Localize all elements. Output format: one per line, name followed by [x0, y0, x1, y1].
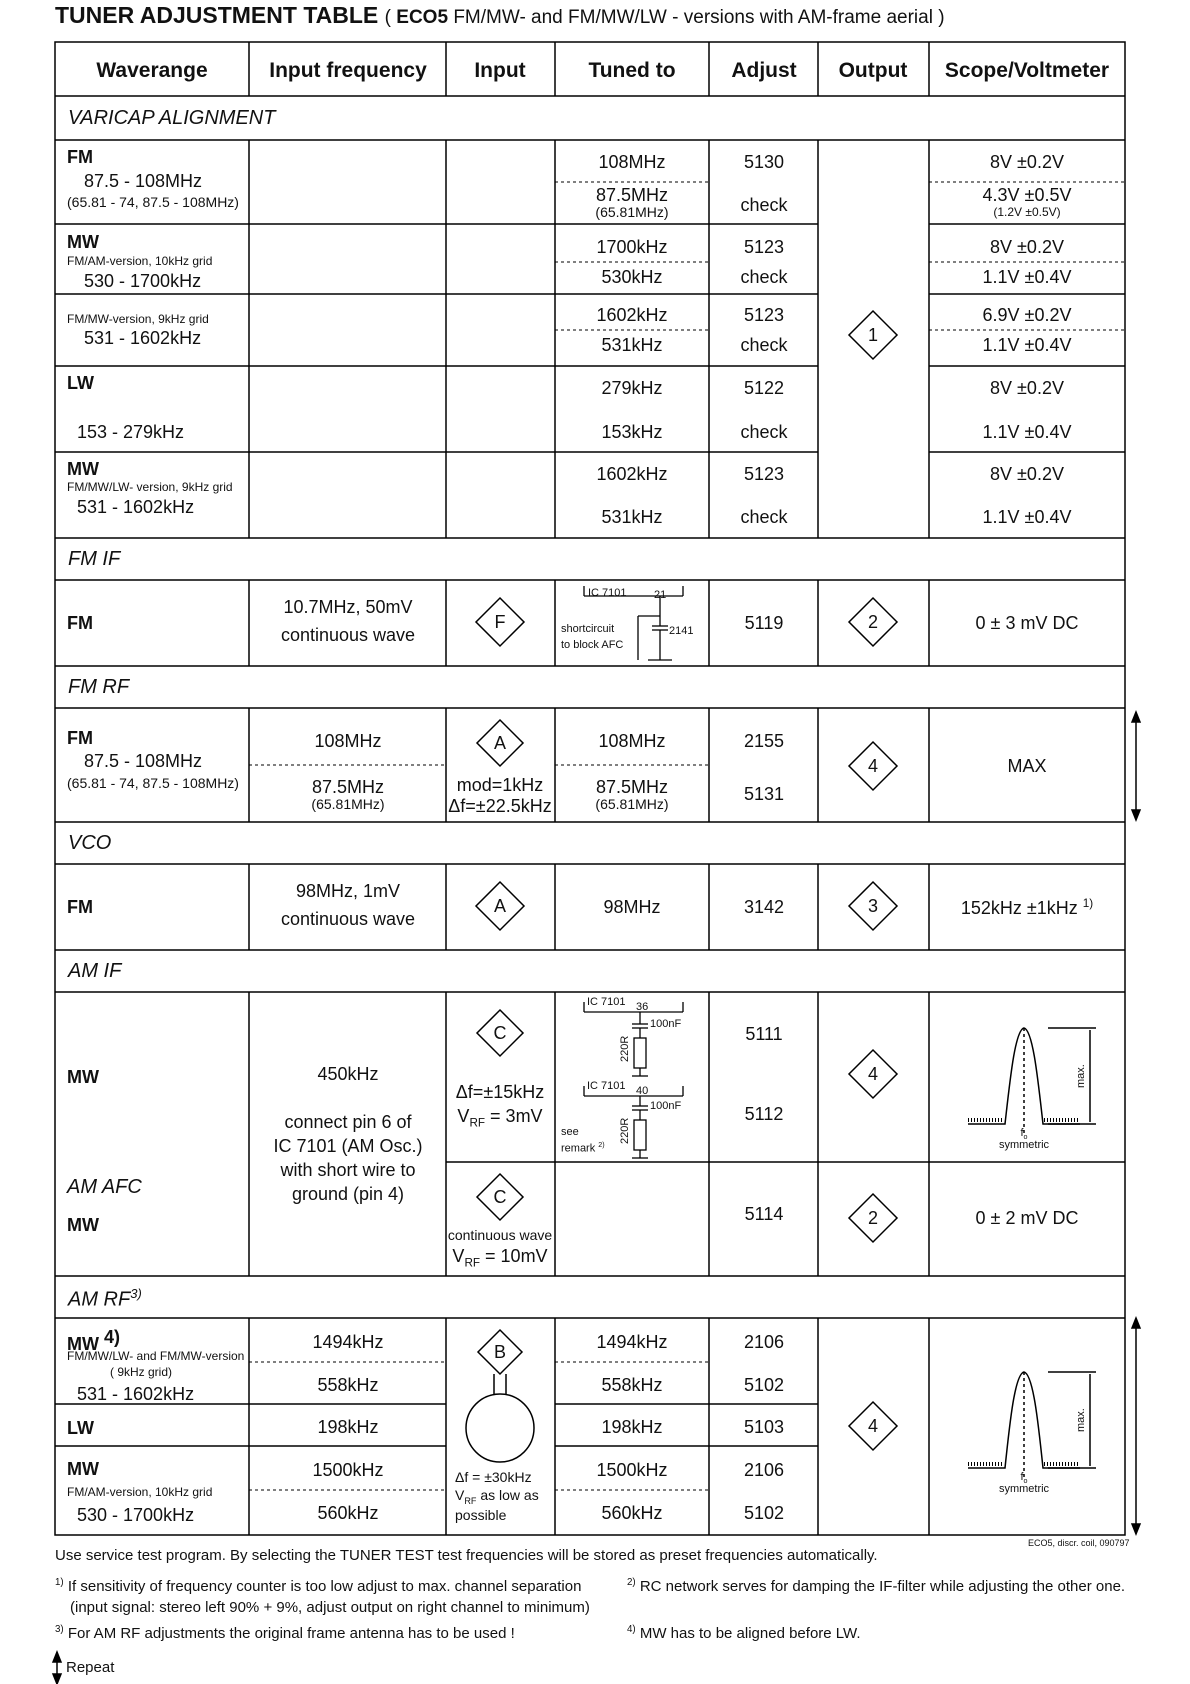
amafc-output: 2	[867, 1208, 879, 1228]
amrf-dev: Δf = ±30kHz	[455, 1469, 532, 1485]
amif-scope-max: max.	[1075, 1064, 1087, 1088]
amrf-adjust: 5102	[743, 1503, 785, 1523]
varicap-adjust: 5123	[743, 464, 785, 484]
fmrf-range: 87.5 - 108MHz	[84, 751, 203, 771]
amrf-adjust: 2106	[743, 1332, 785, 1352]
fmrf-input: A	[493, 733, 507, 753]
fmif-freq2: continuous wave	[280, 625, 416, 645]
section-fm-if: FM IF	[68, 548, 121, 570]
amif-scope-sym: symmetric	[998, 1139, 1050, 1151]
fmrf-freq-a: 108MHz	[314, 731, 382, 751]
amif-band: MW	[67, 1067, 99, 1087]
varicap-tuned: 153kHz	[601, 422, 663, 442]
amrf-tuned: 198kHz	[601, 1417, 663, 1437]
amrf-tuned: 560kHz	[601, 1503, 663, 1523]
amafc-scope: 0 ± 2 mV DC	[975, 1208, 1079, 1228]
vco-scope: 152kHz ±1kHz $^{1)}$	[960, 897, 1094, 918]
amif-res1: 220R	[619, 1035, 631, 1062]
varicap-tuned2: (65.81MHz)	[595, 204, 669, 220]
amrf-scope-max: max.	[1075, 1408, 1087, 1432]
varicap-scope: 6.9V ±0.2V	[982, 305, 1072, 325]
fmrf-tuned-b: 87.5MHz	[595, 777, 669, 797]
varicap-fm-range: 87.5 - 108MHz	[84, 171, 203, 191]
varicap-output: 1	[867, 325, 879, 345]
varicap-scope: 8V ±0.2V	[990, 152, 1064, 172]
amafc-cw: continuous wave	[447, 1227, 553, 1243]
varicap-tuned: 530kHz	[601, 267, 663, 287]
amafc-label: AM AFC	[67, 1176, 142, 1198]
amrf-mw10-range: 530 - 1700kHz	[77, 1505, 195, 1525]
amrf-adjust: 5102	[743, 1375, 785, 1395]
varicap-lw-range: 153 - 279kHz	[77, 422, 185, 442]
amafc-vrf: $V_{RF} = 10mV$	[452, 1246, 548, 1270]
header-output: Output	[838, 59, 908, 82]
varicap-mwlw-range: 531 - 1602kHz	[77, 497, 195, 517]
section-am-if: AM IF	[68, 960, 122, 982]
footnote-1: $^{1)}$ If sensitivity of frequency counter is too low adjust to max. channel separation	[55, 1577, 582, 1595]
fmif-ic: IC 7101	[588, 587, 627, 599]
amif-input: C	[493, 1023, 507, 1043]
varicap-adjust: 5130	[743, 152, 785, 172]
amrf-tuned: 558kHz	[601, 1375, 663, 1395]
amif-see: see	[561, 1126, 579, 1138]
varicap-mw-note: FM/AM-version, 10kHz grid	[67, 254, 213, 268]
amrf-mw-range: 531 - 1602kHz	[77, 1384, 195, 1404]
varicap-mwlw-note: FM/MW/LW- version, 9kHz grid	[67, 480, 233, 494]
amrf-mw10-band: MW	[67, 1459, 99, 1479]
section-fm-rf: FM RF	[68, 676, 130, 698]
fmrf-adjust-b: 5131	[743, 784, 785, 804]
amrf-mw-grid: ( 9kHz grid)	[110, 1365, 173, 1379]
fmif-output: 2	[867, 612, 879, 632]
vco-tuned: 98MHz	[603, 897, 661, 917]
amif-conn4: ground (pin 4)	[291, 1184, 405, 1204]
varicap-tuned: 279kHz	[601, 378, 663, 398]
footer-main: Use service test program. By selecting the TUNER TEST test frequencies will be stored as preset frequencies automatically.	[55, 1547, 878, 1564]
varicap-scope: 8V ±0.2V	[990, 464, 1064, 484]
amif-ic2: IC 7101	[587, 1080, 626, 1092]
amif-output: 4	[867, 1064, 879, 1084]
header-scope: Scope/Voltmeter	[944, 59, 1110, 82]
varicap-mwlw-band: MW	[67, 459, 99, 479]
varicap-tuned: 1602kHz	[596, 305, 668, 325]
amrf-mw10-note: FM/AM-version, 10kHz grid	[67, 1485, 213, 1499]
varicap-adjust: 5123	[743, 305, 785, 325]
fmif-cap: 2141	[669, 625, 694, 637]
amif-conn1: connect pin 6 of	[284, 1112, 412, 1132]
section-varicap: VARICAP ALIGNMENT	[68, 107, 276, 129]
page-title: TUNER ADJUSTMENT TABLE ( ECO5 FM/MW- and FM/MW/LW - versions with AM-frame aerial )	[55, 2, 945, 28]
amrf-vrf: $V_{RF}$ as low as	[455, 1487, 539, 1506]
header-tuned-to: Tuned to	[588, 59, 676, 82]
amrf-tuned: 1500kHz	[596, 1460, 668, 1480]
frame-antenna-icon	[466, 1374, 534, 1462]
varicap-scope: 8V ±0.2V	[990, 237, 1064, 257]
amif-adjust1: 5111	[745, 1024, 783, 1044]
fmrf-freq-b2: (65.81MHz)	[311, 796, 385, 812]
amrf-output: 4	[867, 1416, 879, 1436]
fmrf-mod: mod=1kHz	[456, 775, 544, 795]
varicap-lw-band: LW	[67, 373, 94, 393]
amif-remark: remark $^{2)}$	[561, 1141, 605, 1155]
amrf-freq: 560kHz	[317, 1503, 379, 1523]
varicap-scope: 4.3V ±0.5V	[982, 185, 1072, 205]
vco-adjust: 3142	[743, 897, 785, 917]
amrf-scope-sym: symmetric	[998, 1483, 1050, 1495]
fmrf-range2: (65.81 - 74, 87.5 - 108MHz)	[67, 775, 239, 791]
varicap-tuned: 1602kHz	[596, 464, 668, 484]
fmif-note2: to block AFC	[561, 639, 624, 651]
fmif-note1: shortcircuit	[561, 623, 615, 635]
footnote-2: $^{2)}$ RC network serves for damping the IF-filter while adjusting the other one.	[627, 1577, 1126, 1595]
amif-vrf: $V_{RF} = 3mV$	[457, 1106, 543, 1130]
footnote-3: $^{3)}$ For AM RF adjustments the original frame antenna has to be used !	[55, 1624, 515, 1642]
amafc-input: C	[493, 1187, 507, 1207]
repeat-arrow-icon	[53, 712, 1140, 1684]
amif-freq: 450kHz	[317, 1064, 379, 1084]
varicap-scope: 1.1V ±0.4V	[982, 267, 1072, 287]
fmrf-dev: Δf=±22.5kHz	[448, 796, 552, 816]
fmrf-tuned-a: 108MHz	[598, 731, 666, 751]
varicap-scope2: (1.2V ±0.5V)	[993, 205, 1061, 219]
varicap-mw9-note: FM/MW-version, 9kHz grid	[67, 312, 209, 326]
amrf-freq: 1500kHz	[312, 1460, 384, 1480]
varicap-scope: 1.1V ±0.4V	[982, 507, 1072, 527]
section-vco: VCO	[68, 832, 112, 854]
varicap-mw9-range: 531 - 1602kHz	[84, 328, 202, 348]
varicap-adjust: check	[740, 335, 788, 355]
fmrf-tuned-b2: (65.81MHz)	[595, 796, 669, 812]
amafc-adjust: 5114	[744, 1204, 784, 1224]
amif-ic1: IC 7101	[587, 996, 626, 1008]
vco-freq1: 98MHz, 1mV	[295, 881, 401, 901]
amrf-adjust: 5103	[743, 1417, 785, 1437]
amif-cap1: 100nF	[650, 1018, 682, 1030]
varicap-tuned: 531kHz	[601, 335, 663, 355]
vco-output: 3	[867, 896, 879, 916]
fmif-freq1: 10.7MHz, 50mV	[283, 597, 413, 617]
doc-code: ECO5, discr. coil, 090797	[1028, 1538, 1130, 1548]
repeat-label: Repeat	[66, 1659, 115, 1676]
amif-res2: 220R	[619, 1117, 631, 1144]
vco-band: FM	[67, 897, 93, 917]
header-input-frequency: Input frequency	[269, 59, 427, 82]
amif-adjust2: 5112	[744, 1104, 784, 1124]
amif-dev: Δf=±15kHz	[455, 1082, 545, 1102]
footnote-1b: (input signal: stereo left 90% + 9%, adjust output on right channel to minimum)	[70, 1599, 590, 1616]
amrf-mw-note: FM/MW/LW- and FM/MW-version	[67, 1349, 245, 1363]
amrf-freq: 558kHz	[317, 1375, 379, 1395]
varicap-tuned: 108MHz	[598, 152, 666, 172]
fmif-scope: 0 ± 3 mV DC	[975, 613, 1079, 633]
varicap-fm-band: FM	[67, 147, 93, 167]
varicap-mw-band: MW	[67, 232, 99, 252]
amif-conn2: IC 7101 (AM Osc.)	[273, 1136, 423, 1156]
fmrf-band: FM	[67, 728, 93, 748]
varicap-scope: 1.1V ±0.4V	[982, 422, 1072, 442]
amrf-tuned: 1494kHz	[596, 1332, 668, 1352]
amrf-lw-band: LW	[67, 1418, 94, 1438]
amrf-mw-band: MW $^{4)}$	[67, 1327, 121, 1354]
amrf-adjust: 2106	[743, 1460, 785, 1480]
varicap-tuned: 531kHz	[601, 507, 663, 527]
fmrf-freq-b: 87.5MHz	[311, 777, 385, 797]
varicap-fm-range2: (65.81 - 74, 87.5 - 108MHz)	[67, 194, 239, 210]
amafc-band: MW	[67, 1215, 99, 1235]
amrf-freq: 1494kHz	[312, 1332, 384, 1352]
fmif-band: FM	[67, 613, 93, 633]
amrf-input: B	[493, 1342, 507, 1362]
fmif-pin: 21	[654, 589, 667, 601]
varicap-mw-range: 530 - 1700kHz	[84, 271, 202, 291]
amif-scope-fo: $f_o$	[1020, 1127, 1028, 1142]
vco-freq2: continuous wave	[280, 909, 416, 929]
footnote-4: $^{4)}$ MW has to be aligned before LW.	[627, 1624, 861, 1642]
amif-cap2: 100nF	[650, 1100, 682, 1112]
fmif-input: F	[494, 612, 506, 632]
varicap-tuned: 87.5MHz	[595, 185, 669, 205]
header-input: Input	[474, 59, 526, 82]
fmrf-output: 4	[867, 756, 879, 776]
amif-pin2: 40	[636, 1085, 649, 1097]
vco-input: A	[493, 896, 507, 916]
varicap-adjust: 5123	[743, 237, 785, 257]
varicap-adjust: check	[740, 195, 788, 215]
amif-pin1: 36	[636, 1001, 649, 1013]
header-waverange: Waverange	[96, 59, 208, 82]
varicap-scope: 8V ±0.2V	[990, 378, 1064, 398]
header-adjust: Adjust	[731, 59, 797, 82]
varicap-adjust: check	[740, 507, 788, 527]
varicap-adjust: check	[740, 422, 788, 442]
amrf-freq: 198kHz	[317, 1417, 379, 1437]
varicap-adjust: 5122	[743, 378, 785, 398]
varicap-adjust: check	[740, 267, 788, 287]
fmif-adjust: 5119	[744, 613, 784, 633]
fmrf-scope: MAX	[1007, 756, 1047, 776]
amif-conn3: with short wire to	[280, 1160, 416, 1180]
fmrf-adjust-a: 2155	[743, 731, 785, 751]
varicap-tuned: 1700kHz	[596, 237, 668, 257]
varicap-scope: 1.1V ±0.4V	[982, 335, 1072, 355]
amrf-vrf-possible: possible	[455, 1507, 507, 1523]
amrf-scope-fo: $f_o$	[1020, 1471, 1028, 1486]
section-am-rf: AM RF$^{3)}$	[68, 1286, 142, 1311]
